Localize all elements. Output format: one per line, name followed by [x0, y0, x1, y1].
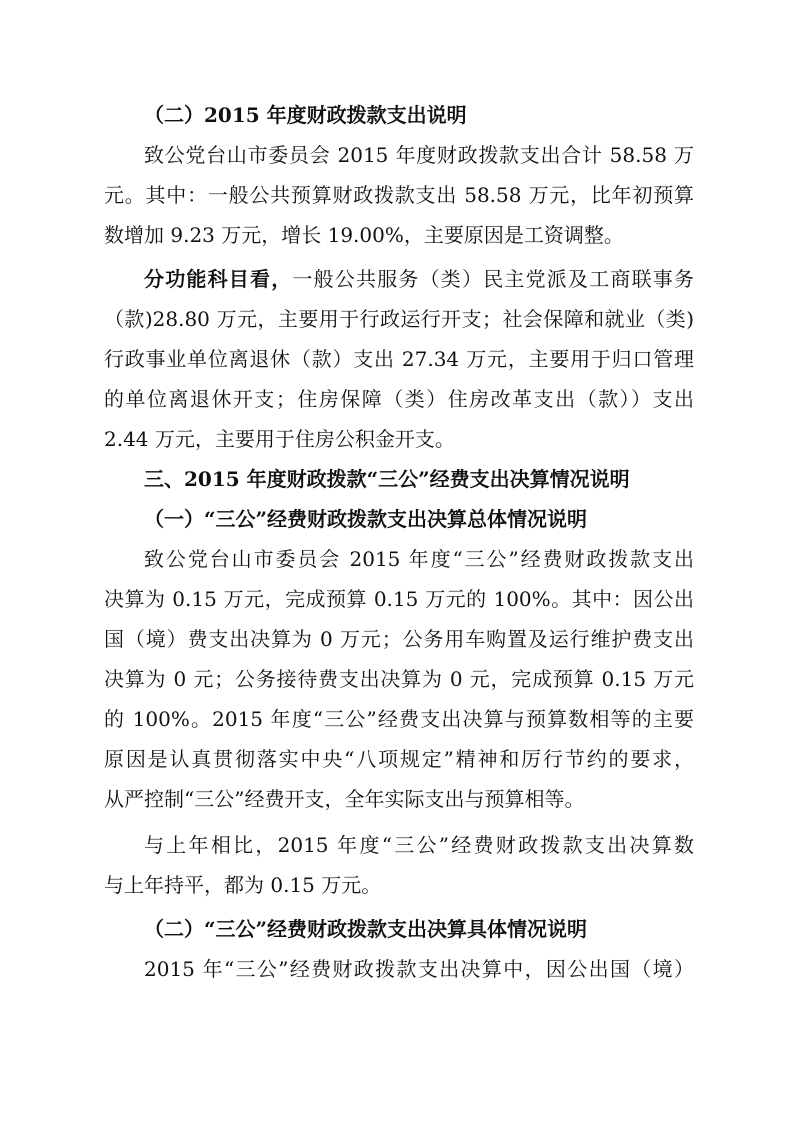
text-line: 2015 年“三公”经费财政拨款支出决算中，因公出国（境）: [144, 957, 694, 981]
text-line: 2.44 万元，主要用于住房公积金开支。: [104, 427, 455, 451]
text-run: 一般公共服务（类）民主党派及工商联事务: [292, 267, 694, 291]
paragraph-functional-breakdown: [104, 259, 694, 459]
bold-lead-text: 分功能科目看，: [144, 267, 293, 291]
text-line: 从严控制“三公”经费开支，全年实际支出与预算相等。: [104, 787, 585, 811]
paragraph-three-public-overall: [104, 539, 694, 819]
text-line: 原因是认真贯彻落实中央“八项规定”精神和厉行节约的要求，: [104, 747, 694, 771]
subsection-title-details: （二）“三公”经费财政拨款支出决算具体情况说明: [144, 917, 588, 941]
text-line: [104, 259, 694, 299]
paragraph-three-public-details: [104, 949, 694, 989]
text-line: 的单位离退休开支；住房保障（类）住房改革支出（款））支出: [104, 387, 694, 411]
text-line: 与上年相比，2015 年度“三公”经费财政拨款支出决算数: [144, 833, 694, 857]
text-line: （款)28.80 万元，主要用于行政运行开支；社会保障和就业（类): [104, 307, 694, 331]
text-line: 行政事业单位离退休（款）支出 27.34 万元，主要用于归口管理: [104, 347, 694, 371]
text-line: 与上年持平，都为 0.15 万元。: [104, 873, 382, 897]
paragraph-year-comparison: [104, 825, 694, 905]
subsection-title-overall: （一）“三公”经费财政拨款支出决算总体情况说明: [144, 507, 588, 531]
text-line: 致公党台山市委员会 2015 年度“三公”经费财政拨款支出: [144, 547, 694, 571]
text-line: 数增加 9.23 万元，增长 19.00%，主要原因是工资调整。: [104, 223, 624, 247]
section-title-fiscal-expenditure: （二）2015 年度财政拨款支出说明: [144, 103, 467, 127]
text-line: 的 100%。2015 年度“三公”经费支出决算与预算数相等的主要: [104, 707, 694, 731]
text-line: 决算为 0.15 万元，完成预算 0.15 万元的 100%。其中：因公出: [104, 587, 694, 611]
document-page: [104, 95, 694, 989]
text-line: 元。其中：一般公共预算财政拨款支出 58.58 万元，比年初预算: [104, 183, 694, 207]
paragraph-expenditure-total: [104, 135, 694, 255]
text-line: 国（境）费支出决算为 0 万元；公务用车购置及运行维护费支出: [104, 627, 694, 651]
section-title-three-public: 三、2015 年度财政拨款“三公”经费支出决算情况说明: [144, 467, 630, 491]
text-line: 致公党台山市委员会 2015 年度财政拨款支出合计 58.58 万: [144, 143, 694, 167]
text-line: 决算为 0 元；公务接待费支出决算为 0 元，完成预算 0.15 万元: [104, 667, 694, 691]
